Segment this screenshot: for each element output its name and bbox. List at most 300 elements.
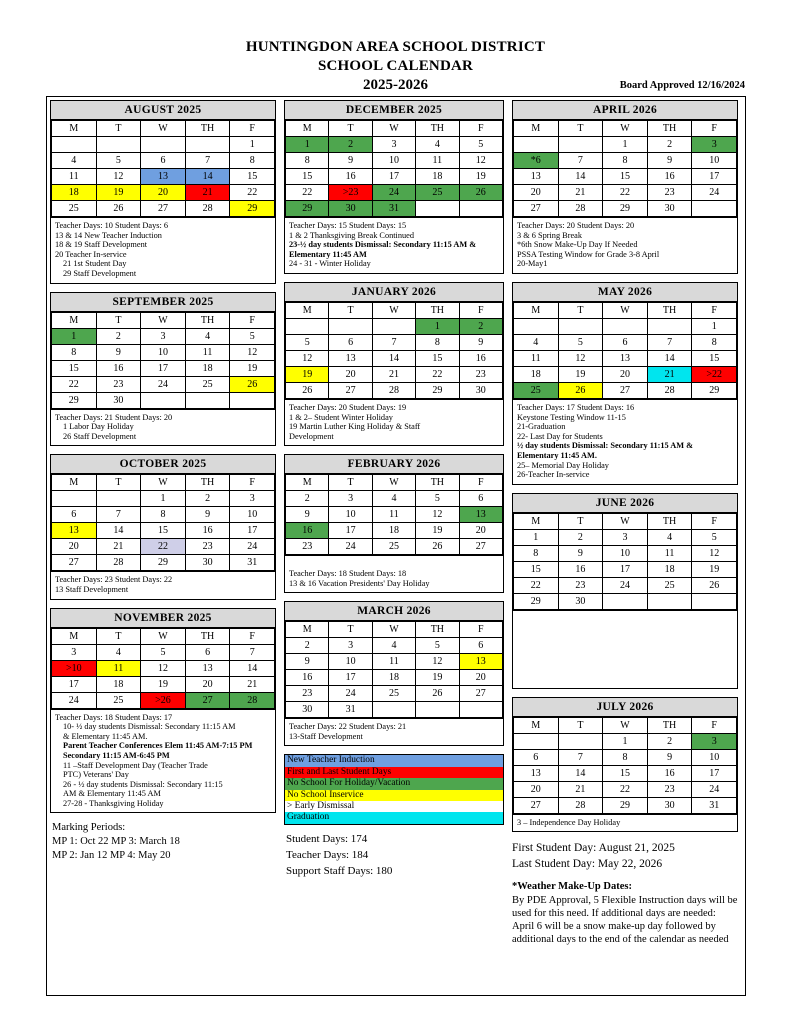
day-cell[interactable]: 21 — [647, 366, 692, 382]
day-cell[interactable] — [141, 392, 186, 408]
day-cell[interactable]: 18 — [647, 561, 692, 577]
day-cell[interactable]: 28 — [372, 382, 415, 398]
day-cell[interactable] — [647, 318, 692, 334]
day-cell[interactable] — [96, 137, 141, 153]
day-cell[interactable] — [692, 201, 737, 217]
day-cell[interactable]: 2 — [286, 491, 329, 507]
day-cell[interactable]: 18 — [96, 676, 141, 692]
day-cell[interactable]: 3 — [329, 491, 372, 507]
day-cell[interactable]: 1 — [230, 137, 275, 153]
day-cell[interactable]: 29 — [603, 201, 648, 217]
month-table — [51, 120, 275, 217]
day-cell[interactable]: 13 — [459, 654, 502, 670]
day-cell[interactable]: 20 — [603, 366, 648, 382]
day-cell[interactable]: >10 — [52, 660, 97, 676]
day-cell[interactable]: 26 — [286, 382, 329, 398]
day-cell[interactable]: 10 — [372, 153, 415, 169]
day-cell[interactable]: 6 — [52, 507, 97, 523]
day-cell[interactable]: 17 — [141, 360, 186, 376]
day-cell[interactable]: 25 — [416, 185, 459, 201]
day-cell[interactable]: 7 — [558, 749, 603, 765]
day-cell[interactable]: 27 — [185, 692, 230, 708]
day-cell[interactable]: 20 — [514, 185, 559, 201]
day-cell[interactable]: 7 — [96, 507, 141, 523]
day-cell[interactable]: 10 — [230, 507, 275, 523]
note-line: 13-Staff Development — [289, 731, 363, 741]
day-cell[interactable]: 20 — [459, 670, 502, 686]
day-cell[interactable]: 2 — [459, 318, 502, 334]
day-cell[interactable] — [647, 593, 692, 609]
day-cell[interactable]: 27 — [329, 382, 372, 398]
day-cell[interactable]: 19 — [692, 561, 737, 577]
day-cell[interactable]: 13 — [514, 169, 559, 185]
month-grid — [51, 474, 275, 571]
day-cell[interactable]: 7 — [372, 334, 415, 350]
day-cell[interactable]: 11 — [96, 660, 141, 676]
day-cell[interactable]: 15 — [52, 360, 97, 376]
day-cell[interactable]: 28 — [96, 555, 141, 571]
day-cell[interactable]: 20 — [52, 539, 97, 555]
day-cell[interactable]: 20 — [141, 185, 186, 201]
day-cell[interactable]: 13 — [329, 350, 372, 366]
day-cell[interactable]: 8 — [603, 153, 648, 169]
day-cell[interactable]: 2 — [96, 328, 141, 344]
day-cell[interactable]: 25 — [96, 692, 141, 708]
day-cell[interactable]: 19 — [96, 185, 141, 201]
note-line: 26 Staff Development — [63, 431, 137, 441]
day-cell[interactable]: 23 — [96, 376, 141, 392]
day-cell[interactable]: 25 — [52, 201, 97, 217]
day-cell[interactable]: 10 — [692, 153, 737, 169]
day-cell[interactable]: 28 — [558, 201, 603, 217]
day-cell[interactable]: 11 — [372, 654, 415, 670]
day-cell[interactable] — [459, 201, 502, 217]
day-cell[interactable]: 7 — [185, 153, 230, 169]
day-cell[interactable]: 8 — [692, 334, 737, 350]
day-cell[interactable]: 7 — [647, 334, 692, 350]
day-cell[interactable]: 19 — [416, 523, 459, 539]
day-cell[interactable] — [558, 318, 603, 334]
day-cell[interactable]: 21 — [558, 781, 603, 797]
day-cell[interactable] — [514, 318, 559, 334]
day-cell[interactable]: 28 — [647, 382, 692, 398]
day-cell[interactable]: 19 — [558, 366, 603, 382]
day-cell[interactable]: 9 — [286, 654, 329, 670]
day-cell[interactable]: 6 — [459, 638, 502, 654]
day-cell[interactable]: 18 — [372, 523, 415, 539]
day-cell[interactable]: 6 — [329, 334, 372, 350]
day-cell[interactable]: 8 — [603, 749, 648, 765]
day-cell[interactable]: 28 — [230, 692, 275, 708]
day-cell[interactable]: 7 — [230, 644, 275, 660]
day-cell[interactable]: 27 — [459, 539, 502, 555]
day-cell[interactable]: 1 — [603, 733, 648, 749]
day-cell[interactable]: 31 — [230, 555, 275, 571]
day-cell[interactable] — [185, 137, 230, 153]
day-cell[interactable]: 31 — [692, 797, 737, 813]
day-cell[interactable]: 5 — [416, 491, 459, 507]
day-cell[interactable]: 24 — [329, 539, 372, 555]
day-cell[interactable]: 4 — [514, 334, 559, 350]
day-cell[interactable]: 26 — [96, 201, 141, 217]
day-cell[interactable]: 22 — [286, 185, 329, 201]
day-cell[interactable]: 15 — [416, 350, 459, 366]
day-cell[interactable]: 12 — [558, 350, 603, 366]
day-cell[interactable]: 31 — [372, 201, 415, 217]
day-cell[interactable]: 16 — [647, 169, 692, 185]
day-cell[interactable]: 5 — [692, 529, 737, 545]
day-cell[interactable]: 23 — [185, 539, 230, 555]
day-cell[interactable] — [141, 137, 186, 153]
day-cell[interactable]: 12 — [286, 350, 329, 366]
day-cell[interactable]: 17 — [603, 561, 648, 577]
day-cell[interactable]: 9 — [647, 749, 692, 765]
day-cell[interactable]: 15 — [603, 169, 648, 185]
day-cell[interactable]: 10 — [692, 749, 737, 765]
day-cell[interactable]: 20 — [185, 676, 230, 692]
day-cell[interactable]: 22 — [603, 185, 648, 201]
day-cell[interactable]: 25 — [647, 577, 692, 593]
day-cell[interactable]: 3 — [692, 137, 737, 153]
day-cell[interactable] — [558, 137, 603, 153]
day-cell[interactable]: 3 — [230, 491, 275, 507]
day-cell[interactable]: 5 — [141, 644, 186, 660]
day-cell[interactable]: 6 — [603, 334, 648, 350]
day-cell[interactable]: 2 — [558, 529, 603, 545]
day-cell[interactable]: 1 — [603, 137, 648, 153]
day-cell[interactable] — [514, 733, 559, 749]
day-cell[interactable]: 24 — [52, 692, 97, 708]
day-cell[interactable]: 26 — [230, 376, 275, 392]
day-cell[interactable]: 13 — [514, 765, 559, 781]
day-cell[interactable]: 18 — [416, 169, 459, 185]
day-cell[interactable]: 23 — [647, 185, 692, 201]
day-cell[interactable] — [372, 318, 415, 334]
day-cell[interactable]: 31 — [329, 702, 372, 718]
day-cell[interactable]: 26 — [692, 577, 737, 593]
day-cell[interactable]: 5 — [459, 137, 502, 153]
day-cell[interactable]: 29 — [603, 797, 648, 813]
day-cell[interactable]: 14 — [558, 169, 603, 185]
day-cell[interactable] — [558, 733, 603, 749]
day-cell[interactable]: 18 — [185, 360, 230, 376]
day-cell[interactable]: 21 — [230, 676, 275, 692]
day-cell[interactable]: 22 — [416, 366, 459, 382]
day-cell[interactable]: 29 — [52, 392, 97, 408]
day-cell[interactable]: 12 — [96, 169, 141, 185]
day-cell[interactable]: 16 — [286, 523, 329, 539]
day-cell[interactable] — [692, 593, 737, 609]
day-cell[interactable]: *6 — [514, 153, 559, 169]
day-cell[interactable]: 29 — [141, 555, 186, 571]
day-cell[interactable]: 3 — [329, 638, 372, 654]
day-cell[interactable]: 19 — [416, 670, 459, 686]
day-cell[interactable]: 8 — [52, 344, 97, 360]
day-cell[interactable]: 6 — [185, 644, 230, 660]
day-cell[interactable]: 19 — [141, 676, 186, 692]
week-row — [286, 153, 503, 169]
day-cell[interactable] — [416, 201, 459, 217]
day-cell[interactable]: 12 — [416, 654, 459, 670]
day-cell[interactable]: 7 — [558, 153, 603, 169]
day-cell[interactable]: 24 — [692, 185, 737, 201]
day-cell[interactable]: 16 — [459, 350, 502, 366]
day-cell[interactable]: 10 — [329, 654, 372, 670]
day-cell[interactable]: 3 — [372, 137, 415, 153]
day-cell[interactable]: 16 — [286, 670, 329, 686]
day-cell[interactable]: 27 — [52, 555, 97, 571]
day-cell[interactable]: 3 — [692, 733, 737, 749]
day-cell[interactable] — [52, 491, 97, 507]
day-cell[interactable]: 11 — [185, 344, 230, 360]
day-cell[interactable]: 12 — [230, 344, 275, 360]
day-cell[interactable]: 30 — [459, 382, 502, 398]
day-cell[interactable]: 28 — [185, 201, 230, 217]
day-cell[interactable]: 8 — [514, 545, 559, 561]
day-cell[interactable]: 13 — [603, 350, 648, 366]
day-cell[interactable]: 16 — [96, 360, 141, 376]
day-cell[interactable]: 5 — [286, 334, 329, 350]
day-cell[interactable]: 9 — [185, 507, 230, 523]
day-cell[interactable]: 14 — [185, 169, 230, 185]
day-cell[interactable]: 23 — [286, 539, 329, 555]
day-cell[interactable]: 29 — [416, 382, 459, 398]
day-cell[interactable]: 25 — [372, 539, 415, 555]
day-cell[interactable]: 24 — [372, 185, 415, 201]
day-cell[interactable]: 1 — [52, 328, 97, 344]
day-cell[interactable]: 21 — [372, 366, 415, 382]
week-row — [286, 539, 503, 555]
day-cell[interactable]: 24 — [603, 577, 648, 593]
day-cell[interactable]: 10 — [141, 344, 186, 360]
day-cell[interactable]: 22 — [52, 376, 97, 392]
day-cell[interactable]: 27 — [514, 797, 559, 813]
day-cell[interactable]: 19 — [459, 169, 502, 185]
day-cell[interactable]: 26 — [416, 539, 459, 555]
day-cell[interactable]: 17 — [372, 169, 415, 185]
day-cell[interactable]: 30 — [286, 702, 329, 718]
day-cell[interactable]: 18 — [52, 185, 97, 201]
day-cell[interactable]: 13 — [459, 507, 502, 523]
day-cell[interactable]: 14 — [230, 660, 275, 676]
day-cell[interactable]: 16 — [647, 765, 692, 781]
day-cell[interactable]: 6 — [514, 749, 559, 765]
day-cell[interactable]: 2 — [185, 491, 230, 507]
day-cell[interactable]: 10 — [603, 545, 648, 561]
day-cell[interactable]: 17 — [692, 169, 737, 185]
day-cell[interactable]: 3 — [52, 644, 97, 660]
day-cell[interactable]: 19 — [230, 360, 275, 376]
day-cell[interactable]: >26 — [141, 692, 186, 708]
day-cell[interactable]: 22 — [514, 577, 559, 593]
day-cell[interactable]: 15 — [514, 561, 559, 577]
day-cell[interactable]: 9 — [329, 153, 372, 169]
weekday-header: W — [141, 121, 186, 137]
day-cell[interactable]: 25 — [514, 382, 559, 398]
day-cell[interactable]: 20 — [514, 781, 559, 797]
day-cell[interactable]: 27 — [459, 686, 502, 702]
day-cell[interactable]: 6 — [141, 153, 186, 169]
day-cell[interactable] — [96, 491, 141, 507]
day-cell[interactable]: 9 — [647, 153, 692, 169]
week-row — [514, 350, 737, 366]
day-cell[interactable] — [52, 137, 97, 153]
day-cell[interactable]: 14 — [372, 350, 415, 366]
day-cell[interactable]: 4 — [185, 328, 230, 344]
day-cell[interactable]: 15 — [286, 169, 329, 185]
day-cell[interactable] — [514, 137, 559, 153]
day-cell[interactable]: 11 — [647, 545, 692, 561]
day-cell[interactable]: 27 — [603, 382, 648, 398]
day-cell[interactable]: 16 — [185, 523, 230, 539]
day-cell[interactable]: 12 — [459, 153, 502, 169]
day-cell[interactable]: 8 — [286, 153, 329, 169]
day-cell[interactable]: 23 — [647, 781, 692, 797]
day-cell[interactable]: 16 — [329, 169, 372, 185]
day-cell[interactable] — [416, 702, 459, 718]
day-cell[interactable]: 15 — [692, 350, 737, 366]
day-cell[interactable]: 20 — [459, 523, 502, 539]
weekday-header: F — [230, 312, 275, 328]
day-cell[interactable]: 3 — [603, 529, 648, 545]
day-cell[interactable]: 12 — [692, 545, 737, 561]
day-cell[interactable]: 23 — [459, 366, 502, 382]
day-cell[interactable]: 9 — [96, 344, 141, 360]
day-cell[interactable]: 11 — [372, 507, 415, 523]
day-cell[interactable]: 13 — [141, 169, 186, 185]
day-cell[interactable]: 21 — [558, 185, 603, 201]
day-cell[interactable]: 30 — [96, 392, 141, 408]
day-cell[interactable]: 13 — [52, 523, 97, 539]
day-cell[interactable]: 26 — [459, 185, 502, 201]
day-cell[interactable]: 21 — [96, 539, 141, 555]
day-cell[interactable]: 29 — [230, 201, 275, 217]
day-cell[interactable]: 8 — [230, 153, 275, 169]
day-cell[interactable]: 30 — [558, 593, 603, 609]
day-cell[interactable]: 4 — [96, 644, 141, 660]
day-cell[interactable]: 24 — [141, 376, 186, 392]
day-cell[interactable]: 14 — [558, 765, 603, 781]
day-cell[interactable]: 4 — [372, 638, 415, 654]
day-cell[interactable]: 15 — [603, 765, 648, 781]
day-cell[interactable]: 22 — [230, 185, 275, 201]
day-cell[interactable]: 25 — [372, 686, 415, 702]
day-cell[interactable]: 28 — [558, 797, 603, 813]
day-cell[interactable]: 1 — [286, 137, 329, 153]
day-cell[interactable]: 27 — [141, 201, 186, 217]
day-cell[interactable]: 8 — [141, 507, 186, 523]
day-cell[interactable]: 9 — [459, 334, 502, 350]
day-cell[interactable]: 22 — [141, 539, 186, 555]
day-cell[interactable]: 29 — [692, 382, 737, 398]
day-cell[interactable]: 1 — [692, 318, 737, 334]
day-cell[interactable]: 19 — [286, 366, 329, 382]
day-cell[interactable]: 4 — [372, 491, 415, 507]
day-cell[interactable]: 15 — [230, 169, 275, 185]
day-cell[interactable]: 2 — [286, 638, 329, 654]
day-cell[interactable] — [372, 702, 415, 718]
day-cell[interactable]: 4 — [52, 153, 97, 169]
day-cell[interactable]: 6 — [459, 491, 502, 507]
day-cell[interactable]: 23 — [286, 686, 329, 702]
day-cell[interactable]: 12 — [416, 507, 459, 523]
day-cell[interactable]: 26 — [558, 382, 603, 398]
day-cell[interactable]: >22 — [692, 366, 737, 382]
day-cell[interactable]: 4 — [647, 529, 692, 545]
day-cell[interactable]: 30 — [647, 201, 692, 217]
day-cell[interactable]: 17 — [692, 765, 737, 781]
weekday-header: M — [286, 475, 329, 491]
day-cell[interactable]: 8 — [416, 334, 459, 350]
day-cell[interactable]: 2 — [647, 137, 692, 153]
day-cell[interactable]: 30 — [647, 797, 692, 813]
day-cell[interactable]: 12 — [141, 660, 186, 676]
day-cell[interactable] — [603, 593, 648, 609]
day-cell[interactable] — [230, 392, 275, 408]
day-cell[interactable] — [459, 702, 502, 718]
day-cell[interactable]: 1 — [416, 318, 459, 334]
day-cell[interactable]: 22 — [603, 781, 648, 797]
day-cell[interactable]: 14 — [647, 350, 692, 366]
day-cell[interactable]: 10 — [329, 507, 372, 523]
day-cell[interactable]: 2 — [329, 137, 372, 153]
day-cell[interactable]: 1 — [141, 491, 186, 507]
day-cell[interactable]: 3 — [141, 328, 186, 344]
day-cell[interactable]: 30 — [329, 201, 372, 217]
day-cell[interactable] — [286, 318, 329, 334]
day-cell[interactable]: 1 — [514, 529, 559, 545]
day-cell[interactable]: 2 — [647, 733, 692, 749]
day-cell[interactable]: 26 — [416, 686, 459, 702]
day-cell[interactable]: 16 — [558, 561, 603, 577]
day-cell[interactable]: 30 — [185, 555, 230, 571]
day-cell[interactable]: 20 — [329, 366, 372, 382]
day-cell[interactable]: 29 — [286, 201, 329, 217]
day-cell[interactable]: 5 — [558, 334, 603, 350]
day-cell[interactable]: 4 — [416, 137, 459, 153]
day-cell[interactable]: 11 — [52, 169, 97, 185]
day-cell[interactable]: 13 — [185, 660, 230, 676]
day-cell[interactable]: 18 — [372, 670, 415, 686]
day-cell[interactable]: 5 — [96, 153, 141, 169]
day-cell[interactable]: 9 — [286, 507, 329, 523]
day-cell[interactable]: 17 — [230, 523, 275, 539]
day-cell[interactable]: 24 — [692, 781, 737, 797]
day-cell[interactable]: 5 — [230, 328, 275, 344]
day-cell[interactable]: 5 — [416, 638, 459, 654]
day-cell[interactable]: 25 — [185, 376, 230, 392]
day-cell[interactable]: 29 — [514, 593, 559, 609]
day-cell[interactable]: 9 — [558, 545, 603, 561]
day-cell[interactable]: 21 — [185, 185, 230, 201]
day-cell[interactable]: 11 — [514, 350, 559, 366]
day-cell[interactable]: 17 — [329, 670, 372, 686]
day-cell[interactable] — [329, 318, 372, 334]
day-cell[interactable]: >23 — [329, 185, 372, 201]
day-cell[interactable] — [603, 318, 648, 334]
day-cell[interactable] — [185, 392, 230, 408]
day-cell[interactable]: 17 — [52, 676, 97, 692]
day-cell[interactable]: 23 — [558, 577, 603, 593]
day-cell[interactable]: 24 — [329, 686, 372, 702]
day-cell[interactable]: 18 — [514, 366, 559, 382]
day-cell[interactable]: 24 — [230, 539, 275, 555]
day-cell[interactable]: 17 — [329, 523, 372, 539]
day-cell[interactable]: 11 — [416, 153, 459, 169]
day-cell[interactable]: 15 — [141, 523, 186, 539]
day-cell[interactable]: 14 — [96, 523, 141, 539]
day-cell[interactable]: 27 — [514, 201, 559, 217]
